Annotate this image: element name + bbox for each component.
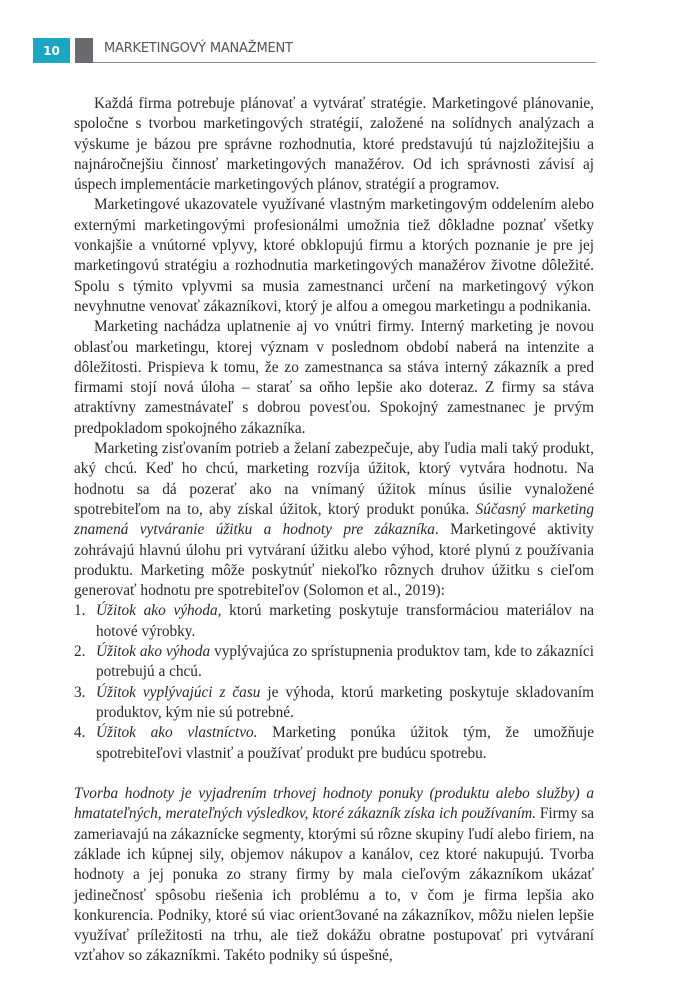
header-gray-block — [75, 38, 93, 63]
list-text: je výhoda, ktorú marketing poskytuje skladovaním produktov, kým nie sú potrebné. — [96, 683, 595, 721]
paragraph-text: Firmy sa zameriavajú na zákaznícke segmenty, ktorými sú rôzne skupiny ľudí alebo firiem, na základe ich kúpnej sily, objemov nákupov a kanálov, cez ktoré nakupujú. Tvorba hodnoty a jej ponuka zo strany firmy by mala cieľovým zákazníkom ukázať jedinečnosť spôsobu riešenia ich problému a to, v čom je firma lepšia ako konkurencia. Podniky, ktoré sú viac orient3ované na zákazníkov, môžu nielen lepšie využívať príležitosti na trhu, ale tiež dokážu obratne postupovať pri vytváraní vzťahov so zákazníkmi. Takéto podniky sú úspešné, — [74, 805, 594, 965]
paragraph-2 — [74, 195, 594, 317]
list-text: vyplývajúca zo sprístupnenia produktov tam, kde to zákazníci potrebujú a chcú. — [96, 643, 594, 681]
list-item — [74, 723, 594, 764]
list-number: 1. — [74, 602, 86, 620]
emphasis-text: Tvorba hodnoty je vyjadrením trhovej hodnoty ponuky (produktu alebo služby) a hmatateľných, merateľných výsledkov, ktoré zákazník získa ich používaním. — [74, 785, 594, 823]
paragraph-3 — [74, 317, 594, 439]
list-item — [74, 642, 594, 683]
list-number: 4. — [74, 724, 86, 742]
list-term: Úžitok ako výhoda, — [96, 602, 222, 620]
list-number: 2. — [74, 643, 86, 661]
paragraph-text: Marketingové ukazovatele využívané vlastným marketingovým oddelením alebo externými marketingovými profesionálmi umožnia tiež dôkladne poznať všetky vonkajšie a vnútorné vplyvy, ktoré obklopujú firmu a ktorých poznanie je pre jej marketingovú stratégiu a rozhodnutia marketingových manažérov životne dôležité. Spolu s týmito vplyvmi sa musia zamestnanci určení na marketingový výkon nevyhnutne venovať zákazníkovi, ktorý je alfou a omegou marketingu a podnikania. — [74, 196, 594, 315]
paragraph-5 — [74, 784, 594, 967]
list-term: Úžitok ako vlastníctvo. — [96, 724, 258, 742]
section-gap — [74, 764, 594, 784]
paragraph-text: . Marketingové aktivity zohrávajú hlavnú úlohu pri vytváraní úžitku alebo výhod, ktoré plynú z používania produktu. Marketing môže poskytnúť niekoľko rôznych druhov úžitku s cieľom generovať hodnotu pre spotrebiteľov (Solomon et al., 2019): — [74, 521, 594, 600]
emphasis-text: Súčasný marketing znamená vytváranie úžitku a hodnoty pre zákazníka — [74, 500, 595, 539]
paragraph-text: Marketing nachádza uplatnenie aj vo vnútri firmy. Interný marketing je novou oblasťou marketingu, ktorej význam v poslednom období naberá na intenzite a dôležitosti. Prispieva k tomu, že zo zamestnanca sa stáva interný zákazník a pred firmami stojí nová úloha – starať sa oňho lepšie ako doteraz. Z firmy sa stáva atraktívny zamestnávateľ s dobrou povesťou. Spokojný zamestnanec je prvým predpokladom spokojného zákazníka. — [74, 318, 594, 437]
list-number: 3. — [74, 683, 86, 701]
list-text: ktorú marketing poskytuje transformáciou materiálov na hotové výrobky. — [96, 602, 595, 640]
header-rule — [93, 62, 596, 63]
list-item — [74, 683, 594, 724]
list-item — [74, 601, 594, 642]
body-text — [74, 94, 594, 967]
list-text: Marketing ponúka úžitok tým, že umožňuje spotrebiteľovi vlastniť a používať produkt pre budúcu spotrebu. — [96, 724, 595, 762]
page-number: 10 — [33, 38, 70, 63]
paragraph-4 — [74, 439, 594, 601]
page-header — [0, 0, 688, 70]
utility-list — [74, 601, 594, 763]
paragraph-text: Každá firma potrebuje plánovať a vytvárať stratégie. Marketingové plánovanie, spoločne s tvorbou marketingových stratégií, založené na solídnych analýzach a výskume je bázou pre správne rozhodnutia, ktoré predstavujú tú najzložitejšiu a najnáročnejšiu činnosť marketingových manažérov. Od ich správnosti závisí aj úspech implementácie marketingových plánov, stratégií a programov. — [74, 95, 594, 194]
paragraph-1 — [74, 94, 594, 195]
list-term: Úžitok vyplývajúci z času — [96, 683, 261, 701]
list-term: Úžitok ako výhoda — [96, 643, 211, 661]
running-title: MARKETINGOVÝ MANAŽMENT — [104, 41, 293, 56]
paragraph-text: Marketing zisťovaním potrieb a želaní zabezpečuje, aby ľudia mali taký produkt, aký chcú. Keď ho chcú, marketing rozvíja úžitok, ktorý vytvára hodnotu. Na hodnotu sa dá pozerať ako na vnímaný úžitok mínus úsilie vynaložené spotrebiteľom na to, aby získal úžitok, ktorý produkt ponúka. — [74, 440, 594, 518]
